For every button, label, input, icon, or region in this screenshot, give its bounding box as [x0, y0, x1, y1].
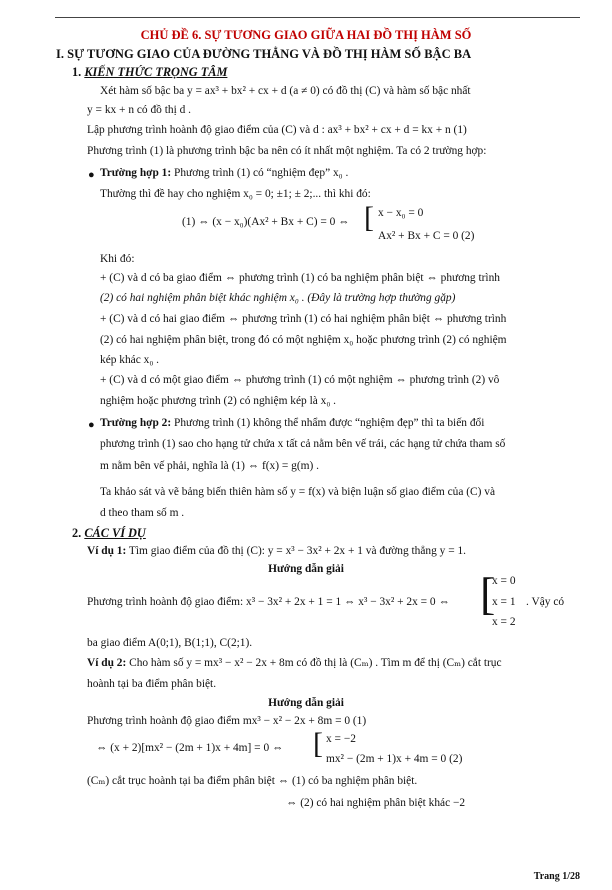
bracket-glyph: [: [480, 568, 496, 619]
case1-line-2: Thường thì đề hay cho nghiệm x₀ = 0; ±1; ± 2;... thì khi đó:: [100, 188, 371, 200]
case1-item-2b: (2) có hai nghiệm phân biệt, trong đó có một nghiệm x₀ hoặc phương trình (2) có nghiệm: [100, 334, 507, 346]
intro-line-1: Xét hàm số bậc ba y = ax³ + bx² + cx + d (a ≠ 0) có đồ thị (C) và hàm số bậc nhất: [100, 85, 471, 97]
case2-line-3: m nằm bên vế phải, nghĩa là (1) ⇔ f(x) = g(m) .: [100, 460, 319, 472]
solution-2-heading: Hướng dẫn giải: [268, 697, 344, 709]
example-1-statement: [87, 543, 466, 560]
intro-line-3: Lập phương trình hoành độ giao điểm của (C) và d : ax³ + bx² + cx + d = kx + n (1): [87, 124, 467, 136]
subsection-heading-1: [72, 63, 227, 81]
case2-heading: [100, 415, 484, 432]
case1-item-3a: + (C) và d có một giao điểm ⇔ phương trình (1) có một nghiệm ⇔ phương trình (2) vô: [100, 374, 500, 386]
case2-line-4: Ta khảo sát và vẽ bảng biến thiên hàm số y = f(x) và biện luận số giao điểm của (C) và: [100, 486, 496, 498]
page-title: CHỦ ĐỀ 6. SỰ TƯƠNG GIAO GIỮA HAI ĐỒ THỊ HÀM SỐ: [140, 28, 472, 42]
case1-item-1b: (2) có hai nghiệm phân biệt khác nghiệm x₀ . (Đây là trường hợp thường gặp): [100, 292, 456, 304]
case1-item-1a: + (C) và d có ba giao điểm ⇔ phương trình (1) có ba nghiệm phân biệt ⇔ phương trình: [100, 272, 500, 284]
subsection-title: KIẾN THỨC TRỌNG TÂM: [84, 65, 228, 79]
solution-2-row-1: x = −2: [326, 733, 356, 745]
subsection-heading-2: [72, 524, 146, 542]
bracket-glyph: [: [313, 727, 323, 760]
example-2-text: Cho hàm số y = mx³ − x² − 2x + 8m có đồ thị là (Cₘ) . Tìm m để thị (Cₘ) cắt trục: [126, 657, 502, 669]
case1-label: Trường hợp 1:: [100, 167, 172, 179]
case2-line-2: phương trình (1) sao cho hạng tử chứa x tất cả nằm bên vế trái, các hạng tử chứa tham số: [100, 438, 506, 450]
case2-line-5: d theo tham số m .: [100, 507, 185, 519]
khi-do: Khi đó:: [100, 253, 135, 265]
solution-2-equation-left: ⇔ (x + 2)[mx² − (2m + 1)x + 4m] = 0 ⇔: [96, 742, 284, 754]
bracket-glyph: [: [364, 201, 374, 234]
example-1-text: Tìm giao điểm của đồ thị (C): y = x³ − 3x² + 2x + 1 và đường thẳng y = 1.: [126, 545, 467, 557]
solution-1-root-1: x = 0: [492, 575, 516, 587]
equation-1-row-2: Ax² + Bx + C = 0 (2): [378, 230, 475, 242]
solution-1-conclusion: . Vậy có: [526, 596, 565, 608]
intro-line-4: Phương trình (1) là phương trình bậc ba nên có ít nhất một nghiệm. Ta có 2 trường hợp:: [87, 145, 487, 157]
intro-line-2: y = kx + n có đồ thị d .: [87, 104, 191, 116]
solution-1-line: Phương trình hoành độ giao điểm: x³ − 3x² + 2x + 1 = 1 ⇔ x³ − 3x² + 2x = 0 ⇔: [87, 596, 450, 608]
case1-text: Phương trình (1) có “nghiệm đẹp” x₀ .: [171, 167, 349, 179]
example-2-label: Ví dụ 2:: [87, 657, 127, 669]
subsection-title: CÁC VÍ DỤ: [84, 526, 146, 540]
example-1-label: Ví dụ 1:: [87, 545, 127, 557]
equation-1-left: (1) ⇔ (x − x₀)(Ax² + Bx + C) = 0 ⇔: [182, 216, 350, 228]
solution-1-answer: ba giao điểm A(0;1), B(1;1), C(2;1).: [87, 637, 253, 649]
case2-text: Phương trình (1) không thể nhẩm được “nghiệm đẹp” thì ta biến đổi: [171, 417, 485, 429]
solution-1-root-2: x = 1: [492, 596, 516, 608]
example-2-statement: [87, 655, 502, 672]
case2-label: Trường hợp 2:: [100, 417, 172, 429]
case1-heading: [100, 165, 348, 182]
case1-item-2c: kép khác x₀ .: [100, 354, 160, 366]
bullet-icon: ●: [88, 419, 95, 431]
solution-2-line-4: ⇔ (2) có hai nghiệm phân biệt khác −2: [286, 797, 466, 809]
section-heading: I. SỰ TƯƠNG GIAO CỦA ĐƯỜNG THẲNG VÀ ĐỒ THỊ HÀM SỐ BẬC BA: [56, 47, 472, 61]
solution-2-line-3: (Cₘ) cắt trục hoành tại ba điểm phân biệt ⇔ (1) có ba nghiệm phân biệt.: [87, 775, 418, 787]
header-rule: [55, 17, 580, 18]
subsection-number: 2.: [72, 526, 82, 540]
case1-item-3b: nghiệm hoặc phương trình (2) có nghiệm kép là x₀ .: [100, 395, 337, 407]
solution-2-row-2: mx² − (2m + 1)x + 4m = 0 (2): [326, 753, 463, 765]
case1-item-2a: + (C) và d có hai giao điểm ⇔ phương trình (1) có hai nghiệm phân biệt ⇔ phương trình: [100, 313, 507, 325]
example-2-line-2: hoành tại ba điểm phân biệt.: [87, 678, 217, 690]
solution-2-line-1: Phương trình hoành độ giao điểm mx³ − x² − 2x + 8m = 0 (1): [87, 715, 367, 727]
bullet-icon: ●: [88, 169, 95, 181]
equation-1-row-1: x − x₀ = 0: [378, 207, 424, 219]
page-number: Trang 1/28: [533, 871, 580, 882]
subsection-number: 1.: [72, 65, 82, 79]
solution-1-root-3: x = 2: [492, 616, 516, 628]
solution-1-heading: Hướng dẫn giải: [268, 563, 344, 575]
